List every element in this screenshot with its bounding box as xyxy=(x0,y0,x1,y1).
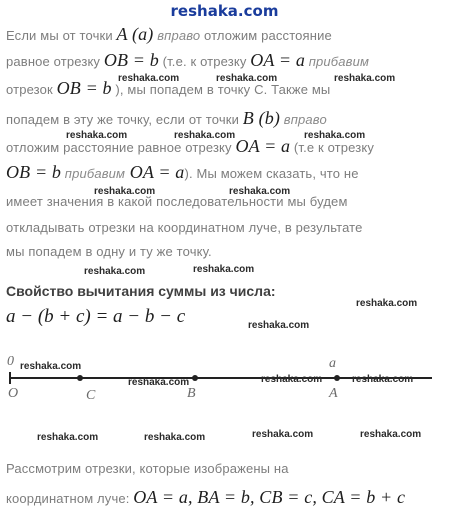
point-o-label: O xyxy=(8,386,19,401)
text-line-3: отрезок OB = b ), мы попадем в точку C. Также мы xyxy=(6,78,331,98)
text-line-5: отложим расстояние равное отрезку OA = a (т.е к отрезку xyxy=(6,136,374,156)
point-c-dot xyxy=(77,375,83,381)
watermark: reshaka.com xyxy=(66,130,128,141)
watermark: reshaka.com xyxy=(229,186,291,197)
watermark: reshaka.com xyxy=(144,432,206,443)
origin-top-label: 0 xyxy=(7,354,14,369)
point-b-dot xyxy=(192,375,198,381)
text-line-2: равное отрезку OB = b (т.е. к отрезку OA = a прибавим xyxy=(6,50,370,70)
watermark: reshaka.com xyxy=(216,73,278,84)
watermark: reshaka.com xyxy=(360,429,422,440)
watermark: reshaka.com xyxy=(84,266,146,277)
watermark: reshaka.com xyxy=(261,374,323,385)
point-b-label: B xyxy=(187,386,196,401)
coordinate-ray-graphic xyxy=(0,352,449,392)
property-heading: Свойство вычитания суммы из числа: xyxy=(6,283,276,299)
point-a-top-label: a xyxy=(329,356,336,371)
watermark: reshaka.com xyxy=(252,429,314,440)
watermark: reshaka.com xyxy=(334,73,396,84)
text-line-4: попадем в эту же точку, если от точки B (b) вправо xyxy=(6,108,327,128)
watermark: reshaka.com xyxy=(174,130,236,141)
watermark: reshaka.com xyxy=(304,130,366,141)
text-line-9: мы попадем в одну и ту же точку. xyxy=(6,244,212,259)
point-a-dot xyxy=(334,375,340,381)
watermark: reshaka.com xyxy=(37,432,99,443)
watermark: reshaka.com xyxy=(20,361,82,372)
text-line-6: OB = b прибавим OA = a). Мы можем сказать, что не xyxy=(6,162,359,182)
watermark: reshaka.com xyxy=(128,377,190,388)
watermark: reshaka.com xyxy=(94,186,156,197)
watermark: reshaka.com xyxy=(193,264,255,275)
bottom-line-2: координатном луче: OA = a, BA = b, CB = c, CA = b + c xyxy=(6,487,406,507)
point-a-label: A xyxy=(329,386,338,401)
bottom-line-1: Рассмотрим отрезки, которые изображены на xyxy=(6,461,289,476)
watermark: reshaka.com xyxy=(356,298,418,309)
text-line-8: откладывать отрезки на координатном луче, в результате xyxy=(6,220,363,235)
site-title[interactable]: reshaka.com xyxy=(170,2,279,20)
text-line-7: имеет значения в какой последовательности мы будем xyxy=(6,194,348,209)
watermark: reshaka.com xyxy=(118,73,180,84)
text-line-1: Если мы от точки A (a) вправо отложим расстояние xyxy=(6,24,332,44)
property-formula: a − (b + c) = a − b − c xyxy=(6,306,186,327)
watermark: reshaka.com xyxy=(248,320,310,331)
point-c-label: C xyxy=(86,388,96,403)
watermark: reshaka.com xyxy=(352,374,414,385)
